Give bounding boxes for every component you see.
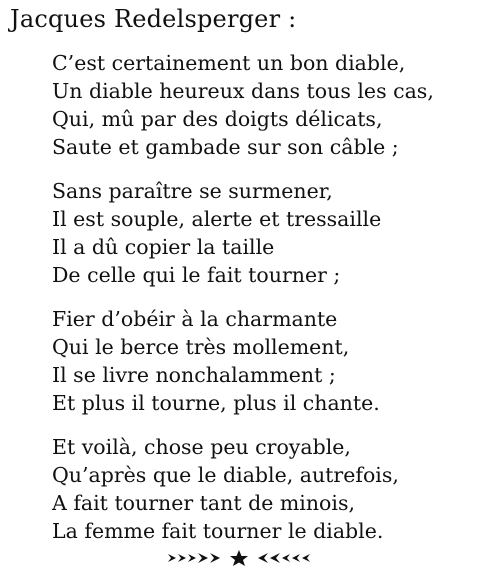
poem-line: Sans paraître se surmener, (52, 179, 333, 203)
poem-line: Saute et gambade sur son câble ; (52, 135, 399, 159)
poem-line: Et plus il tourne, plus il chante. (52, 391, 380, 415)
stanza-4 (52, 433, 472, 545)
poem-line: Il se livre nonchalamment ; (52, 363, 336, 387)
poem-line: C’est certainement un bon diable, (52, 51, 406, 75)
fleuron-ornament-icon (0, 548, 477, 574)
poem-line: Et voilà, chose peu croyable, (52, 435, 351, 459)
stanza-3 (52, 305, 472, 417)
poem-line: De celle qui le fait tourner ; (52, 263, 341, 287)
poem-line: La femme fait tourner le diable. (52, 519, 384, 543)
poem-line: Il est souple, alerte et tressaille (52, 207, 382, 231)
poem-line: Un diable heureux dans tous les cas, (52, 79, 434, 103)
stanza-1 (52, 49, 472, 161)
poem (52, 49, 472, 561)
poem-line: Il a dû copier la taille (52, 235, 275, 259)
poem-line: A fait tourner tant de minois, (52, 491, 355, 515)
poem-line: Qui, mû par des doigts délicats, (52, 107, 383, 131)
stanza-2 (52, 177, 472, 289)
author-heading: Jacques Redelsperger : (10, 5, 297, 33)
poem-line: Fier d’obéir à la charmante (52, 307, 338, 331)
poem-line: Qu’après que le diable, autrefois, (52, 463, 399, 487)
fleuron-ornament-svg (164, 548, 314, 568)
poem-line: Qui le berce très mollement, (52, 335, 350, 359)
